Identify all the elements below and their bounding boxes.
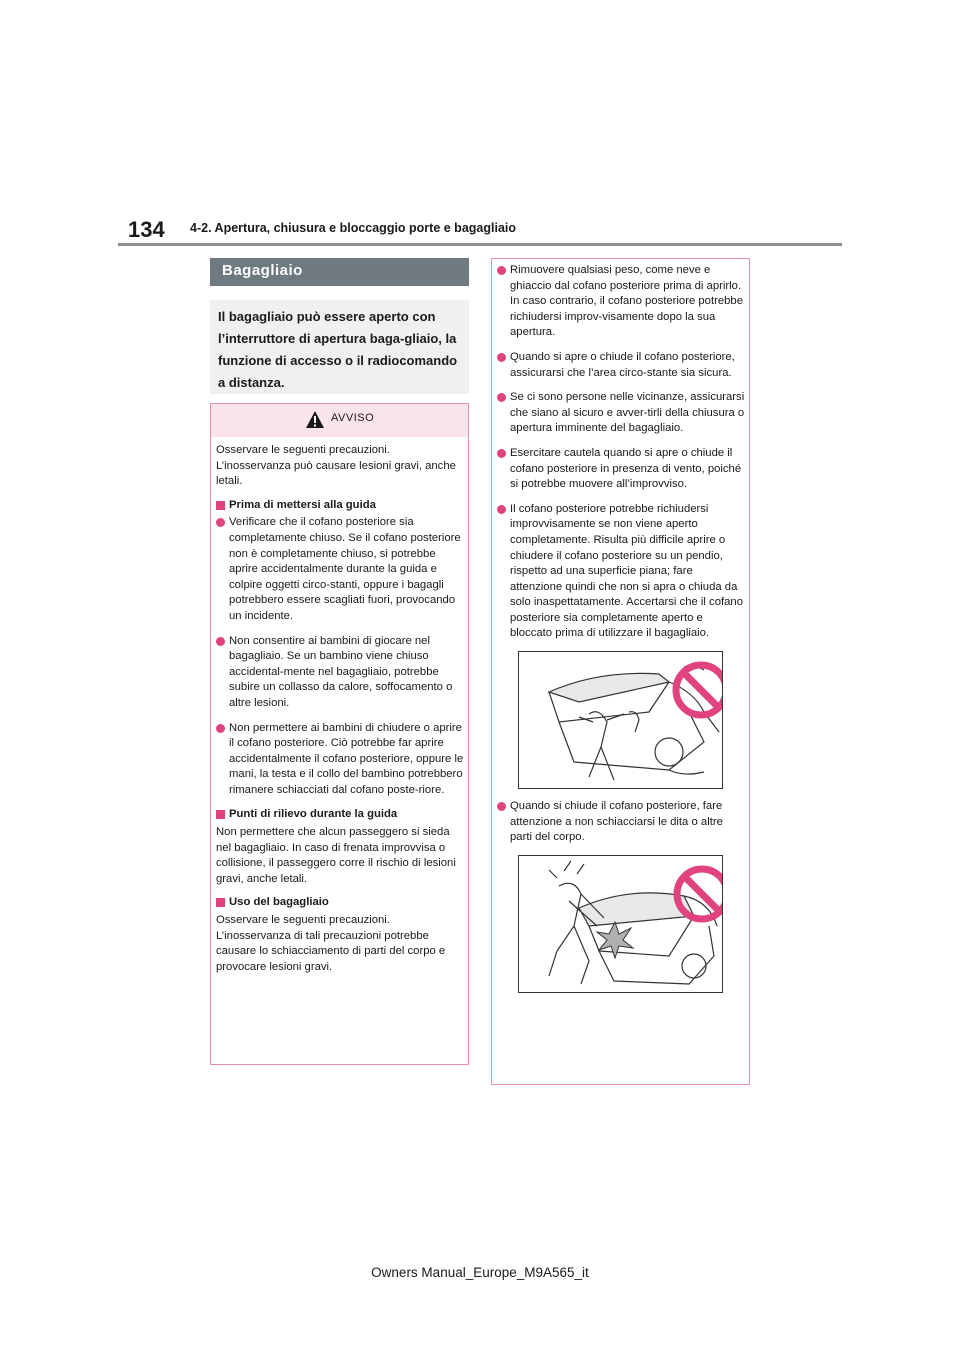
warning-box [210, 403, 469, 1065]
illustration-closing-tailgate [518, 855, 723, 993]
intro-text: Il bagagliaio può essere aperto con l’interruttore di apertura baga-gliaio, la funzione di accesso o il radiocomando a distanza. [218, 309, 458, 390]
footer-text: Owners Manual_Europe_M9A565_it [371, 1265, 589, 1280]
square-bullet-icon [216, 501, 225, 510]
list-item-text: Rimuovere qualsiasi peso, come neve e ghiaccio dal cofano posteriore prima di aprirlo. In caso contrario, il cofano posteriore potrebbe richiudersi improv-visamente dopo la sua apertura. [510, 264, 743, 339]
list-item-text: Verificare che il cofano posteriore sia completamente chiuso. Se il cofano posteriore non è completamente chiuso, si potrebbe aprire accidentalmente durante la guida e colpire oggetti circo-stanti, oppure i bagagli potrebbero essere scagliati fuori, provocando un incidente. [229, 516, 461, 622]
warning-continuation-body [497, 263, 745, 1003]
list-item-text: Quando si apre o chiude il cofano posteriore, assicurarsi che l’area circo-stante sia sicura. [510, 350, 735, 379]
bullet-icon [497, 505, 506, 514]
list-item-text: Esercitare cautela quando si apre o chiude il cofano posteriore in presenza di vento, poiché si potrebbe muovere all’improvviso. [510, 446, 742, 491]
list-item-text: Non permettere ai bambini di chiudere o aprire il cofano posteriore. Ciò potrebbe far aprire accidentalmente il cofano posteriore, oppure le mani, la testa e il collo del bambino potrebbero rimanere schiacciati dal cofano poste-riore. [229, 721, 464, 796]
subsection-text: Non permettere che alcun passeggero si sieda nel bagagliaio. In caso di frenata improvvisa o collisione, il passeggero corre il rischio di lesioni gravi, anche letali. [216, 826, 456, 885]
tailgate-closing-drawing [519, 856, 723, 993]
subsection-title-text: Punti di rilievo durante la guida [229, 808, 398, 821]
heading-text: Bagagliaio [222, 262, 303, 279]
page-header [0, 0, 960, 260]
list-item [216, 721, 464, 799]
list-item [216, 634, 464, 712]
list-item [497, 502, 745, 642]
warning-icon [305, 410, 325, 430]
bullet-icon [497, 393, 506, 402]
page-number: 134 [128, 217, 165, 242]
bullet-icon [216, 637, 225, 646]
subsection-title [216, 498, 464, 514]
tailgate-open-drawing [519, 652, 723, 789]
warning-continuation-box [491, 258, 750, 1085]
square-bullet-icon [216, 810, 225, 819]
bullet-icon [216, 724, 225, 733]
bullet-icon [497, 353, 506, 362]
section-title: 4-2. Apertura, chiusura e bloccaggio porte e bagagliaio [190, 221, 517, 235]
intro-box [210, 300, 469, 394]
warning-intro: Osservare le seguenti precauzioni. L’inosservanza può causare lesioni gravi, anche letali. [216, 444, 456, 488]
list-item-text: Quando si chiude il cofano posteriore, fare attenzione a non schiacciarsi le dita o altre parti del corpo. [510, 800, 723, 844]
subsection-title-text: Prima di mettersi alla guida [229, 498, 376, 511]
subsection-text: Osservare le seguenti precauzioni. L’inosservanza di tali precauzioni potrebbe causare lo schiacciamento di parti del corpo e provocare lesioni gravi. [216, 914, 446, 973]
subsection-title-text: Uso del bagagliaio [229, 896, 329, 909]
warning-label: AVVISO [331, 412, 375, 424]
list-item [497, 390, 745, 437]
header-divider [118, 243, 842, 246]
list-item [497, 799, 745, 846]
list-item [497, 446, 745, 493]
subsection-title [216, 807, 464, 823]
list-item [216, 515, 464, 624]
bullet-icon [497, 449, 506, 458]
list-item [497, 350, 745, 381]
section-heading [210, 258, 469, 286]
list-item [497, 263, 745, 341]
square-bullet-icon [216, 898, 225, 907]
list-item-text: Se ci sono persone nelle vicinanze, assicurarsi che siano al sicuro e avver-tirli della chiusura o apertura imminente del bagagliaio. [510, 391, 745, 435]
subsection-title [216, 895, 464, 911]
bullet-icon [497, 266, 506, 275]
list-item-text: Il cofano posteriore potrebbe richiudersi improvvisamente se non viene aperto completamente. Risulta più difficile aprire o chiudere il cofano posteriore su un pendio, rispetto ad una superficie piana; fare attenzione quindi che non si apra o chiuda da solo inaspettatamente. Accertarsi che il cofano posteriore sia completamente aperto e bloccato prima di utilizzare il bagagliaio. [510, 502, 743, 640]
warning-header [211, 404, 468, 437]
warning-body [216, 443, 464, 983]
illustration-open-tailgate [518, 651, 723, 789]
bullet-icon [216, 518, 225, 527]
bullet-icon [497, 802, 506, 811]
list-item-text: Non consentire ai bambini di giocare nel bagagliaio. Se un bambino viene chiuso accidental-mente nel bagagliaio, potrebbe subire un collasso da calore, soffocamento o altre lesioni. [229, 634, 453, 709]
